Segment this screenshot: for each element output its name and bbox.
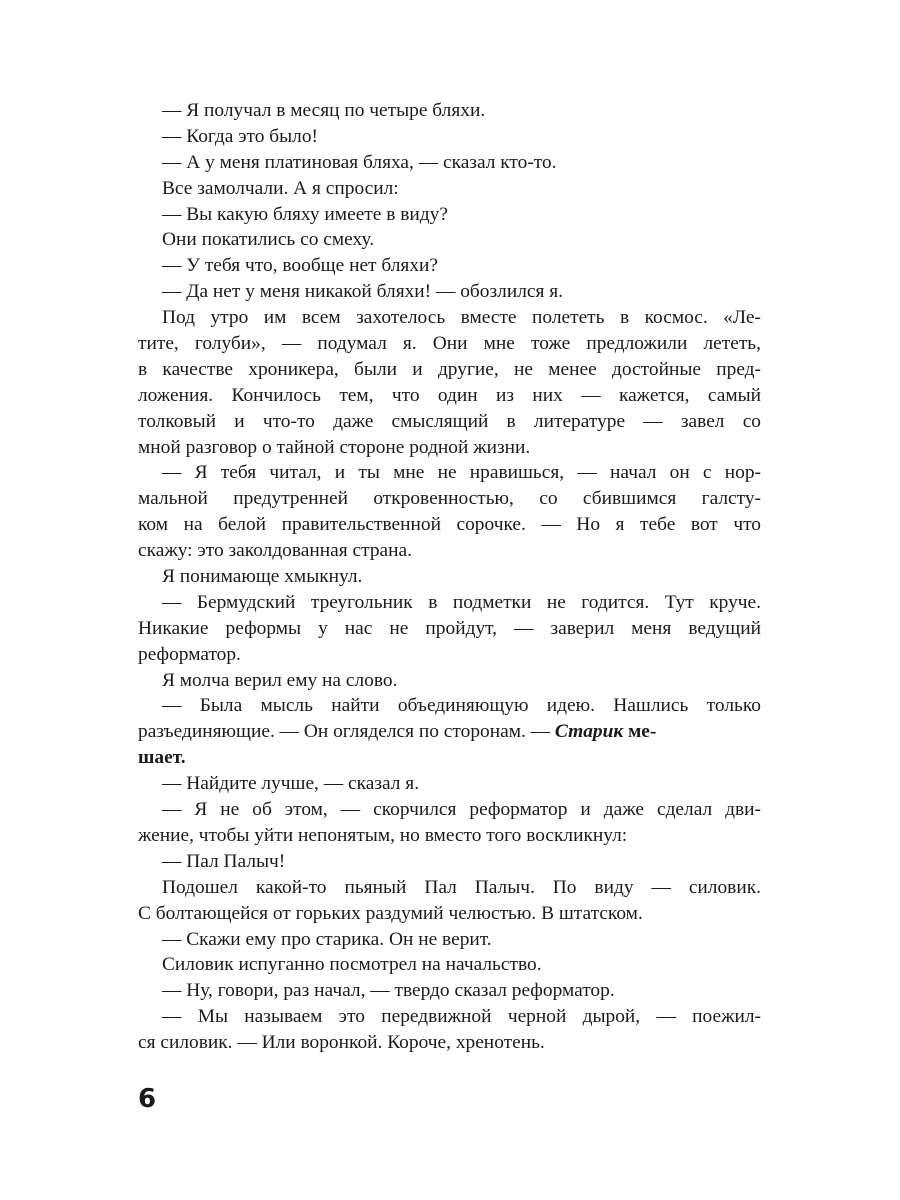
text-line: — Пал Палыч! — [162, 850, 286, 872]
text-line: Никакие реформы у нас не пройдут, — заверил меня ведущий — [138, 617, 761, 639]
text-line: — Когда это было! — [162, 125, 319, 147]
text-line: ком на белой правительственной сорочке. — Но я тебе вот что — [138, 514, 761, 536]
text-line: Я понимающе хмыкнул. — [162, 566, 363, 588]
text-line: — Скажи ему про старика. Он не верит. — [162, 928, 492, 950]
text-line: — А у меня платиновая бляха, — сказал кто-то. — [162, 151, 557, 173]
emphasis-word-meshaet-start: ме- — [623, 721, 657, 743]
text-line: ся силовик. — Или воронкой. Короче, хренотень. — [138, 1032, 545, 1054]
text-line: — Да нет у меня никакой бляхи! — обозлился я. — [162, 281, 564, 303]
text-line: Все замолчали. А я спросил: — [162, 177, 399, 199]
text-line: в качестве хроникера, были и другие, не менее достойные пред- — [138, 358, 761, 380]
emphasis-line — [138, 719, 761, 745]
text-line: — Я получал в месяц по четыре бляхи. — [162, 100, 486, 121]
text-line: реформатор. — [138, 643, 241, 665]
text-line: — Мы называем это передвижной черной дырой, — поежил- — [162, 1006, 761, 1028]
text-line: — Я тебя читал, и ты мне не нравишься, — начал он с нор- — [162, 462, 761, 484]
text-line: — Я не об этом, — скорчился реформатор и даже сделал дви- — [162, 799, 761, 821]
text-line: скажу: это заколдованная страна. — [138, 540, 412, 562]
text-line: тите, голуби», — подумал я. Они мне тоже предложили лететь, — [138, 333, 761, 355]
text-line: мной разговор о тайной стороне родной жизни. — [138, 436, 531, 458]
text-line: Под утро им всем захотелось вместе полететь в космос. «Ле- — [162, 307, 761, 329]
text-lines-bottom — [138, 771, 761, 1056]
text-line: Подошел какой-то пьяный Пал Палыч. По виду — силовик. — [162, 876, 761, 898]
text-line: Силовик испуганно посмотрел на начальство. — [162, 954, 542, 976]
page-number: 6 — [138, 1084, 157, 1114]
text-line: С болтающейся от горьких раздумий челюстью. В штатском. — [138, 902, 643, 924]
text-line: мальной предутренней откровенностью, со сбившимся галсту- — [138, 488, 761, 510]
emphasis-word-starik: Старик — [554, 721, 624, 743]
text-line: жение, чтобы уйти непонятым, но вместо того воскликнул: — [138, 824, 628, 846]
text-line: — Ну, говори, раз начал, — твердо сказал реформатор. — [162, 980, 615, 1002]
text-line: — Бермудский треугольник в подметки не годится. Тут круче. — [162, 591, 761, 613]
text-line: — Была мысль найти объединяющую идею. Нашлись только — [162, 695, 761, 717]
text-line: — Вы какую бляху имеете в виду? — [162, 203, 448, 225]
emphasis-line-before: разъединяющие. — Он огляделся по сторонам. — — [138, 721, 555, 743]
emphasis-line-end: шает. — [138, 747, 186, 769]
text-line: — Найдите лучше, — сказал я. — [162, 773, 420, 795]
text-line: толковый и что-то даже смыслящий в литературе — завел со — [138, 410, 761, 432]
text-line: — У тебя что, вообще нет бляхи? — [162, 255, 439, 277]
book-page-text — [138, 98, 761, 1056]
text-line: ложения. Кончилось тем, что один из них — кажется, самый — [138, 384, 761, 406]
text-line: Я молча верил ему на слово. — [162, 669, 398, 691]
text-lines-top — [138, 98, 761, 719]
text-line: Они покатились со смеху. — [162, 229, 375, 251]
